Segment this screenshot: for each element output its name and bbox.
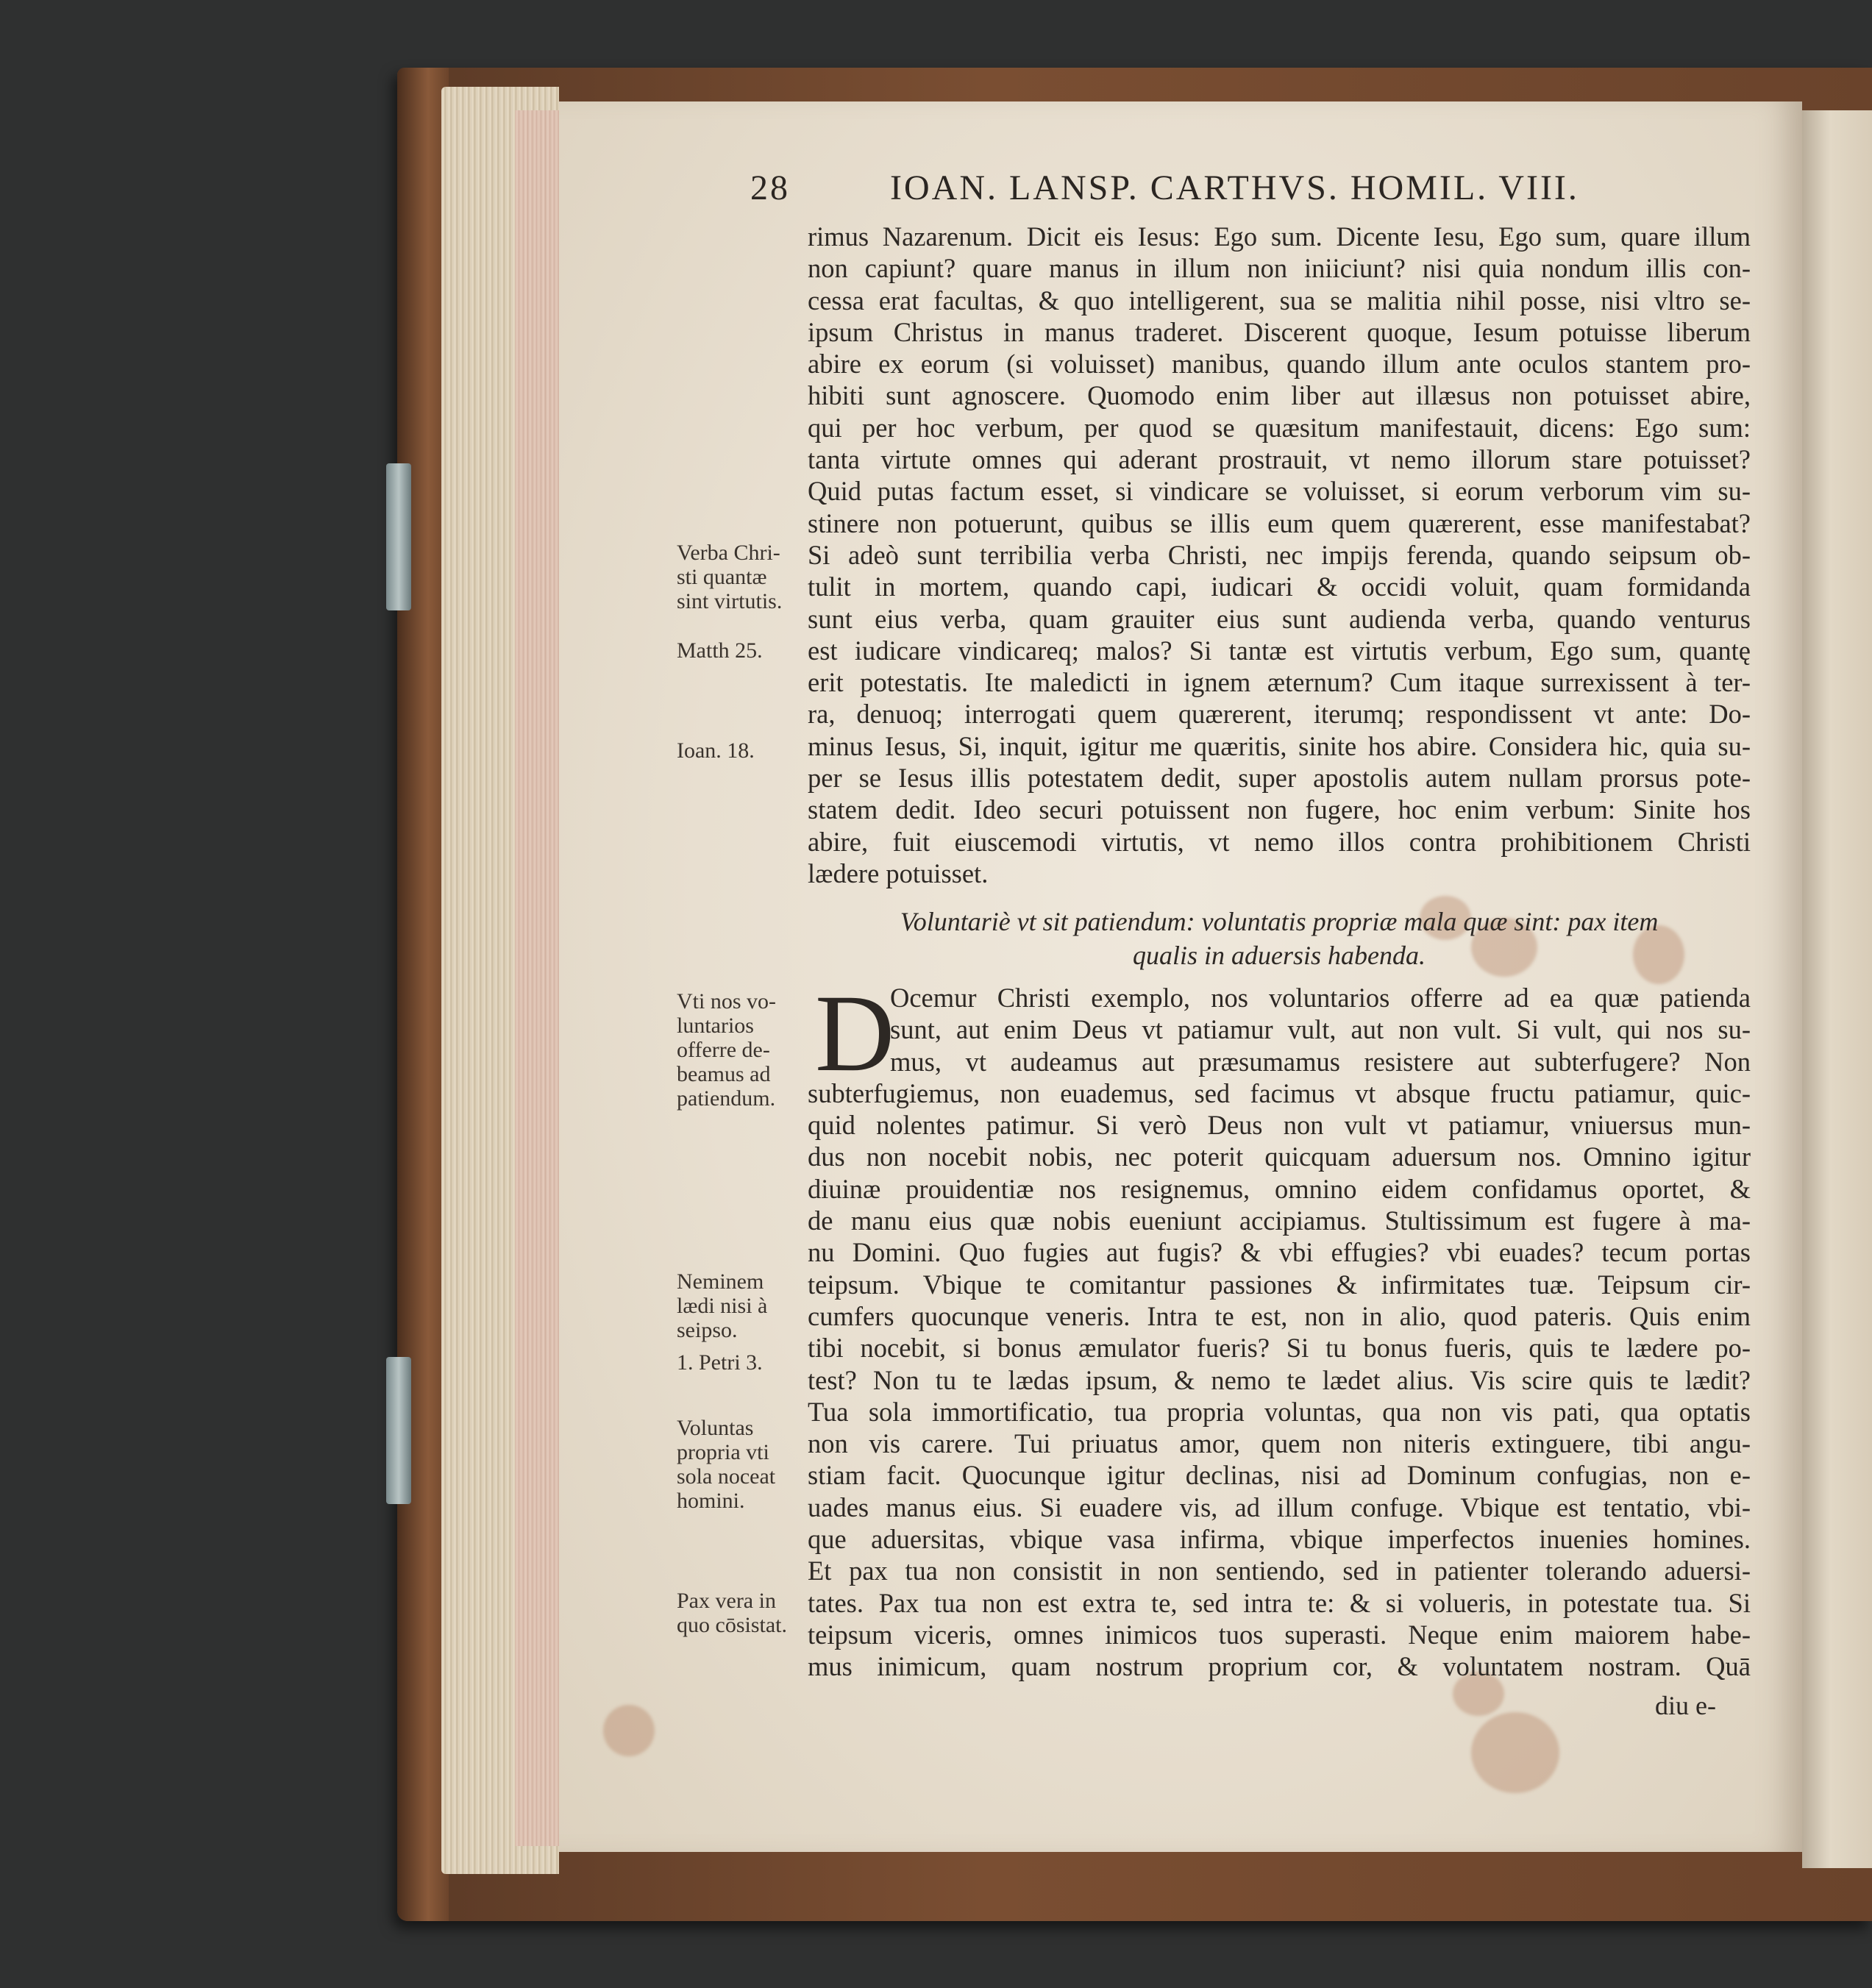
text-line: tibi nocebit, si bonus æmulator fueris? Si tu bonus fueris, quis te lædere po- xyxy=(808,1333,1751,1364)
text-line: diuinæ prouidentiæ nos resignemus, omnino eidem confidamus oportet, & xyxy=(808,1173,1751,1204)
margin-note-line: sint virtutis. xyxy=(677,589,783,613)
text-line: abire, fuit eiuscemodi virtutis, vt nemo illos contra prohibitionem Christi xyxy=(808,826,1751,857)
text-line: ra, denuoq; interrogati quem quærerent, iterumq; respondissent vt ante: Do- xyxy=(808,699,1751,730)
foxing-stain xyxy=(1471,1712,1559,1793)
text-block-main xyxy=(808,972,1751,1683)
text-line: stiam facit. Quocunque igitur declinas, nisi ad Dominum confugias, non e- xyxy=(808,1460,1751,1491)
text-line: teipsum. Vbique te comitantur passiones & infirmitates tuæ. Teipsum cir- xyxy=(808,1269,1751,1300)
margin-note-line: quo cōsistat. xyxy=(677,1613,787,1637)
text-line: abire ex eorum (si voluisset) manibus, quando illum ante oculos stantem pro- xyxy=(808,349,1751,380)
text-line: hibiti sunt agnoscere. Quomodo enim liber aut illæsus non potuisset abire, xyxy=(808,380,1751,411)
text-line: per se Iesus illis potestatem dedit, super apostolis autem nullam prorsus pote- xyxy=(808,763,1751,794)
clasp-top xyxy=(386,463,411,610)
margin-note-line: homini. xyxy=(677,1489,745,1513)
foxing-stain xyxy=(603,1705,655,1756)
margin-note-line: beamus ad xyxy=(677,1062,771,1086)
text-line: teipsum viceris, omnes inimicos tuos superasti. Neque enim maiorem habe- xyxy=(808,1619,1751,1650)
margin-note-line: Ioan. 18. xyxy=(677,738,755,763)
text-line: nu Domini. Quo fugies aut fugis? & vbi effugies? vbi euades? tecum portas xyxy=(808,1237,1751,1268)
text-line: Tua sola immortificatio, tua propria voluntas, qua non vis pati, qua optatis xyxy=(808,1396,1751,1427)
margin-note-line: seipso. xyxy=(677,1318,738,1342)
margin-note-line: Verba Chri- xyxy=(677,541,780,565)
text-line: test? Non tu te lædas ipsum, & nemo te lædet alius. Vis scire quis te lædit? xyxy=(808,1364,1751,1395)
margin-note-verba xyxy=(677,541,805,613)
text-line: quid nolentes patimur. Si verò Deus non vult vt patiamur, vniuersus mun- xyxy=(808,1110,1751,1141)
text-line: non vis carere. Tui priuatus amor, quem non niteris extinguere, tibi angu- xyxy=(808,1428,1751,1459)
section-heading xyxy=(808,905,1751,972)
page-number: 28 xyxy=(750,168,790,207)
text-line: stinere non potuerunt, quibus se illis eum quem quærerent, esse manifestabat? xyxy=(808,507,1751,538)
margin-note-matth xyxy=(677,638,805,663)
page-edge-tint xyxy=(515,110,559,1846)
catchword: diu e- xyxy=(1655,1691,1716,1720)
text-line: minus Iesus, Si, inquit, igitur me quæritis, sinite hos abire. Considera hic, quia su- xyxy=(808,730,1751,761)
margin-note-line: Neminem xyxy=(677,1269,764,1294)
text-line: erit potestatis. Ite maledicti in ignem æternum? Cum itaque surrexissent à ter- xyxy=(808,667,1751,698)
text-line: Ocemur Christi exemplo, nos voluntarios offerre ad ea quæ patienda xyxy=(890,983,1751,1013)
margin-note-line: propria vti xyxy=(677,1440,769,1464)
text-line: mus, vt audeamus aut præsumamus resistere aut subterfugere? Non xyxy=(890,1046,1751,1077)
facing-page-edge xyxy=(1802,110,1872,1868)
margin-note-line: patiendum. xyxy=(677,1086,776,1111)
section-heading-line: qualis in aduersis habenda. xyxy=(1132,941,1426,970)
margin-note-ioan xyxy=(677,738,805,763)
margin-note-line: luntarios xyxy=(677,1013,754,1038)
section-heading-line: Voluntariè vt sit patiendum: voluntatis propriæ mala quæ sint: pax item xyxy=(900,907,1659,936)
text-line: rimus Nazarenum. Dicit eis Iesus: Ego sum. Dicente Iesu, Ego sum, quare illum xyxy=(808,221,1751,252)
margin-note-voluntas xyxy=(677,1416,805,1513)
text-line: tanta virtute omnes qui aderant prostrauit, vt nemo illorum stare potuisset? xyxy=(808,444,1751,475)
text-line: mus inimicum, quam nostrum proprium cor, & voluntatem nostram. Quā xyxy=(808,1651,1751,1682)
margin-note-petri xyxy=(677,1350,805,1375)
text-line: cessa erat facultas, & quo intelligerent, sua se malitia nihil posse, nisi vltro se- xyxy=(808,285,1751,316)
margin-note-line: lædi nisi à xyxy=(677,1294,768,1318)
margin-note-line: Matth 25. xyxy=(677,638,763,663)
text-line: qui per hoc verbum, per quod se quæsitum manifestauit, dicens: Ego sum: xyxy=(808,412,1751,443)
margin-note-line: Voluntas xyxy=(677,1416,754,1440)
margin-note-line: offerre de- xyxy=(677,1038,770,1062)
margin-note-line: Pax vera in xyxy=(677,1589,776,1613)
text-line: que aduersitas, vbique vasa infirma, vbique imperfectos inuenies homines. xyxy=(808,1524,1751,1555)
text-line: dus non nocebit nobis, nec poterit quicquam aduersum nos. Omnino igitur xyxy=(808,1141,1751,1172)
text-line: tates. Pax tua non est extra te, sed intra te: & si volueris, in potestate tua. Si xyxy=(808,1587,1751,1618)
text-line: de manu eius quæ nobis eueniunt accipiamus. Stultissimum est fugere à ma- xyxy=(808,1205,1751,1236)
text-line: Quid putas factum esset, si vindicare se voluisset, si eorum verborum vim su- xyxy=(808,476,1751,507)
text-line: sunt eius verba, quam grauiter eius sunt audienda verba, quando venturus xyxy=(808,603,1751,634)
text-line: non capiunt? quare manus in illum non iniiciunt? nisi quia nondum illis con- xyxy=(808,253,1751,284)
margin-note-vti xyxy=(677,989,805,1111)
text-line: ipsum Christus in manus traderet. Discerent quoque, Iesum potuisse liberum xyxy=(808,316,1751,347)
text-line: subterfugiemus, non euademus, sed facimus vt absque fructu patiamur, quic- xyxy=(808,1077,1751,1108)
margin-note-line: Vti nos vo- xyxy=(677,989,776,1013)
text-line: cumfers quocunque veneris. Intra te est, non in alio, quod pateris. Quis enim xyxy=(808,1300,1751,1331)
margin-note-neminem xyxy=(677,1269,805,1342)
margin-note-line: sola noceat xyxy=(677,1464,776,1489)
drop-cap: D xyxy=(815,972,895,1094)
margin-note-line: 1. Petri 3. xyxy=(677,1350,763,1375)
text-line: Et pax tua non consistit in non sentiendo, sed in patienter tolerando aduersi- xyxy=(808,1556,1751,1586)
text-line: lædere potuisset. xyxy=(808,858,989,888)
margin-note-line: sti quantæ xyxy=(677,565,767,589)
margin-note-pax xyxy=(677,1589,805,1637)
text-line: sunt, aut enim Deus vt patiamur vult, aut non vult. Si vult, qui nos su- xyxy=(890,1014,1751,1045)
text-line: Si adeò sunt terribilia verba Christi, nec impijs ferenda, quando seipsum ob- xyxy=(808,539,1751,570)
text-line: est iudicare vindicareq; malos? Si tantæ est virtutis verbum, Ego sum, quantę xyxy=(808,635,1751,666)
running-head: IOAN. LANSP. CARTHVS. HOMIL. VIII. xyxy=(890,168,1579,207)
text-block-top xyxy=(808,221,1751,889)
text-line: tulit in mortem, quando capi, iudicari & occidi voluit, quam formidanda xyxy=(808,571,1751,602)
text-line: uades manus eius. Si euadere vis, ad illum confuge. Vbique est tentatio, vbi- xyxy=(808,1492,1751,1522)
clasp-bottom xyxy=(386,1357,411,1504)
text-line: statem dedit. Ideo securi potuissent non fugere, hoc enim verbum: Sinite hos xyxy=(808,794,1751,825)
